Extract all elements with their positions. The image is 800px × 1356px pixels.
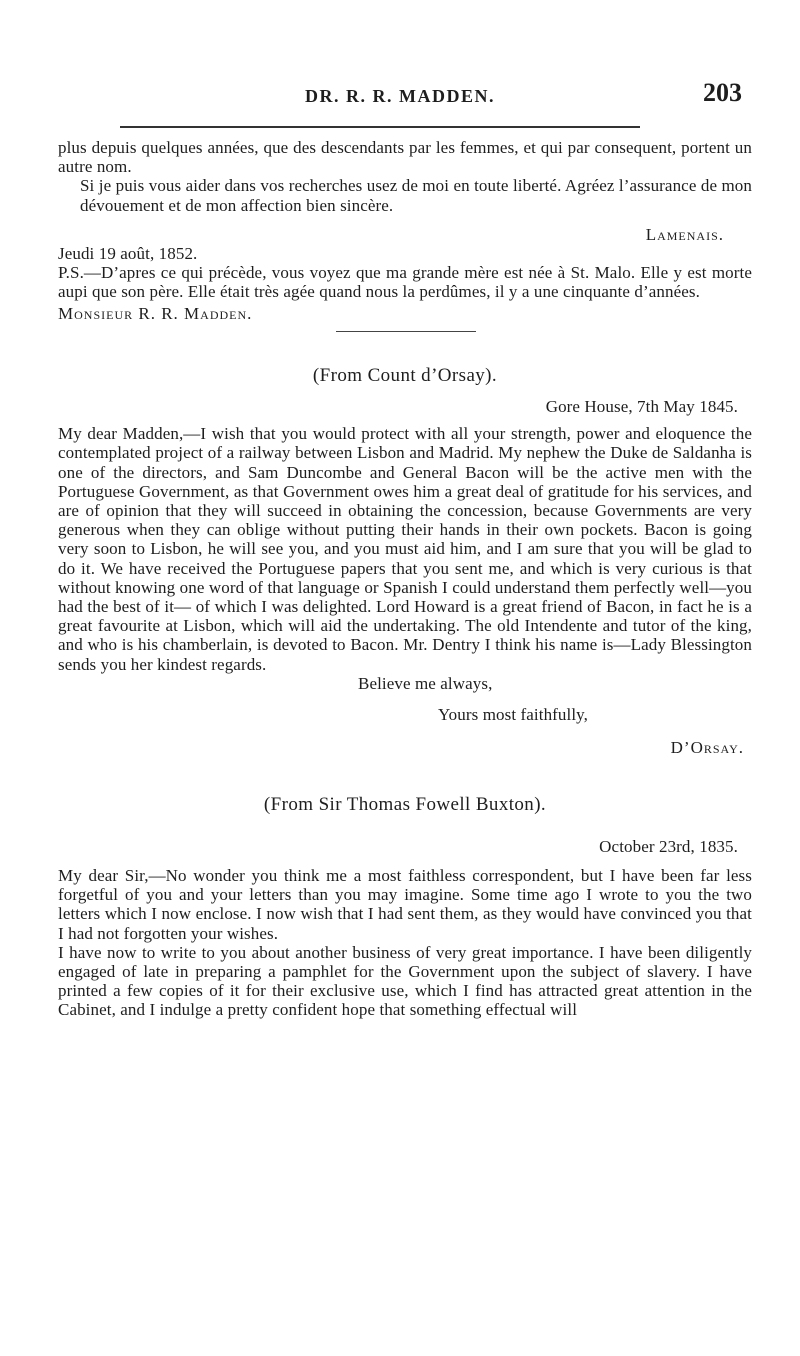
buxton-date: October 23rd, 1835. bbox=[599, 836, 738, 856]
section-divider bbox=[336, 331, 476, 332]
buxton-paragraph-1: My dear Sir,—No wonder you think me a most faithless correspondent, but I have been far less forgetful of you and your letters than you may imagine. Some time ago I wrote to you the two letters which I now enclose. I now wish that I had sent them, as they would have convinced you that I had not forgotten your wishes. bbox=[58, 865, 752, 943]
lamennais-line-2: Si je puis vous aider dans vos recherches usez de moi en toute liberté. Agréez l’assurance de mon dévouement et de mon affection bien sincère. bbox=[80, 176, 752, 215]
running-title: DR. R. R. MADDEN. bbox=[305, 86, 495, 106]
lamennais-postscript: P.S.—D’apres ce qui précède, vous voyez que ma grande mère est née à St. Malo. Elle y est morte aupi que son père. Elle était très agée quand nous la perdûmes, il y a une cinquante d’années. bbox=[58, 263, 752, 302]
lamennais-signature: Lamenais. bbox=[645, 224, 724, 244]
buxton-paragraph-2: I have now to write to you about another business of very great importance. I have been diligently engaged of late in preparing a pamphlet for the Government upon the subject of slavery. I have printed a few copies of it for their exclusive use, which I find has attracted great attention in the Cabinet, and I indulge a pretty confident hope that something effectual will bbox=[58, 942, 752, 1020]
lamennais-line-1: plus depuis quelques années, que des descendants par les femmes, et qui par consequent, portent un autre nom. bbox=[58, 138, 752, 177]
running-head bbox=[0, 78, 800, 122]
header-rule bbox=[120, 126, 640, 128]
page-number: 203 bbox=[703, 78, 742, 107]
dorsay-signature: D’Orsay. bbox=[670, 738, 744, 758]
dorsay-closing-2: Yours most faithfully, bbox=[438, 705, 589, 725]
dorsay-body: My dear Madden,—I wish that you would protect with all your strength, power and eloquence the contemplated project of a railway between Lisbon and Madrid. My nephew the Duke de Saldanha is one of the directors, and Sam Duncombe and General Bacon will be the active men with the Portuguese Government, as that Government owes him a great deal of gratitude for his services, and are of opinion that they will succeed in obtaining the concession, because Governments are very generous when they can oblige without putting their hands in their own pockets. Bacon is going very soon to Lisbon, he will see you, and you must aid him, and I am sure that you will be glad to do it. We have received the Portuguese papers that you sent me, and which is very curious is that without knowing one word of that language or Spanish I could understand them perfectly well—you had the best of it— of which I was delighted. Lord Howard is a great friend of Bacon, in fact he is a great favourite at Lisbon, which will aid the undertaking. The old Intendente and tutor of the king, and who is his chamberlain, is devoted to Bacon. Mr. Dentry I think his name is—Lady Blessington sends you her kindest regards. bbox=[58, 424, 752, 674]
dorsay-place-date: Gore House, 7th May 1845. bbox=[545, 397, 738, 417]
dorsay-heading: (From Count d’Orsay). bbox=[312, 364, 498, 386]
buxton-heading: (From Sir Thomas Fowell Buxton). bbox=[263, 794, 547, 816]
lamennais-date: Jeudi 19 août, 1852. bbox=[58, 244, 198, 264]
page-body bbox=[58, 138, 752, 1020]
dorsay-closing-1: Believe me always, bbox=[358, 673, 493, 693]
lamennais-addressee: Monsieur R. R. Madden. bbox=[58, 303, 253, 323]
